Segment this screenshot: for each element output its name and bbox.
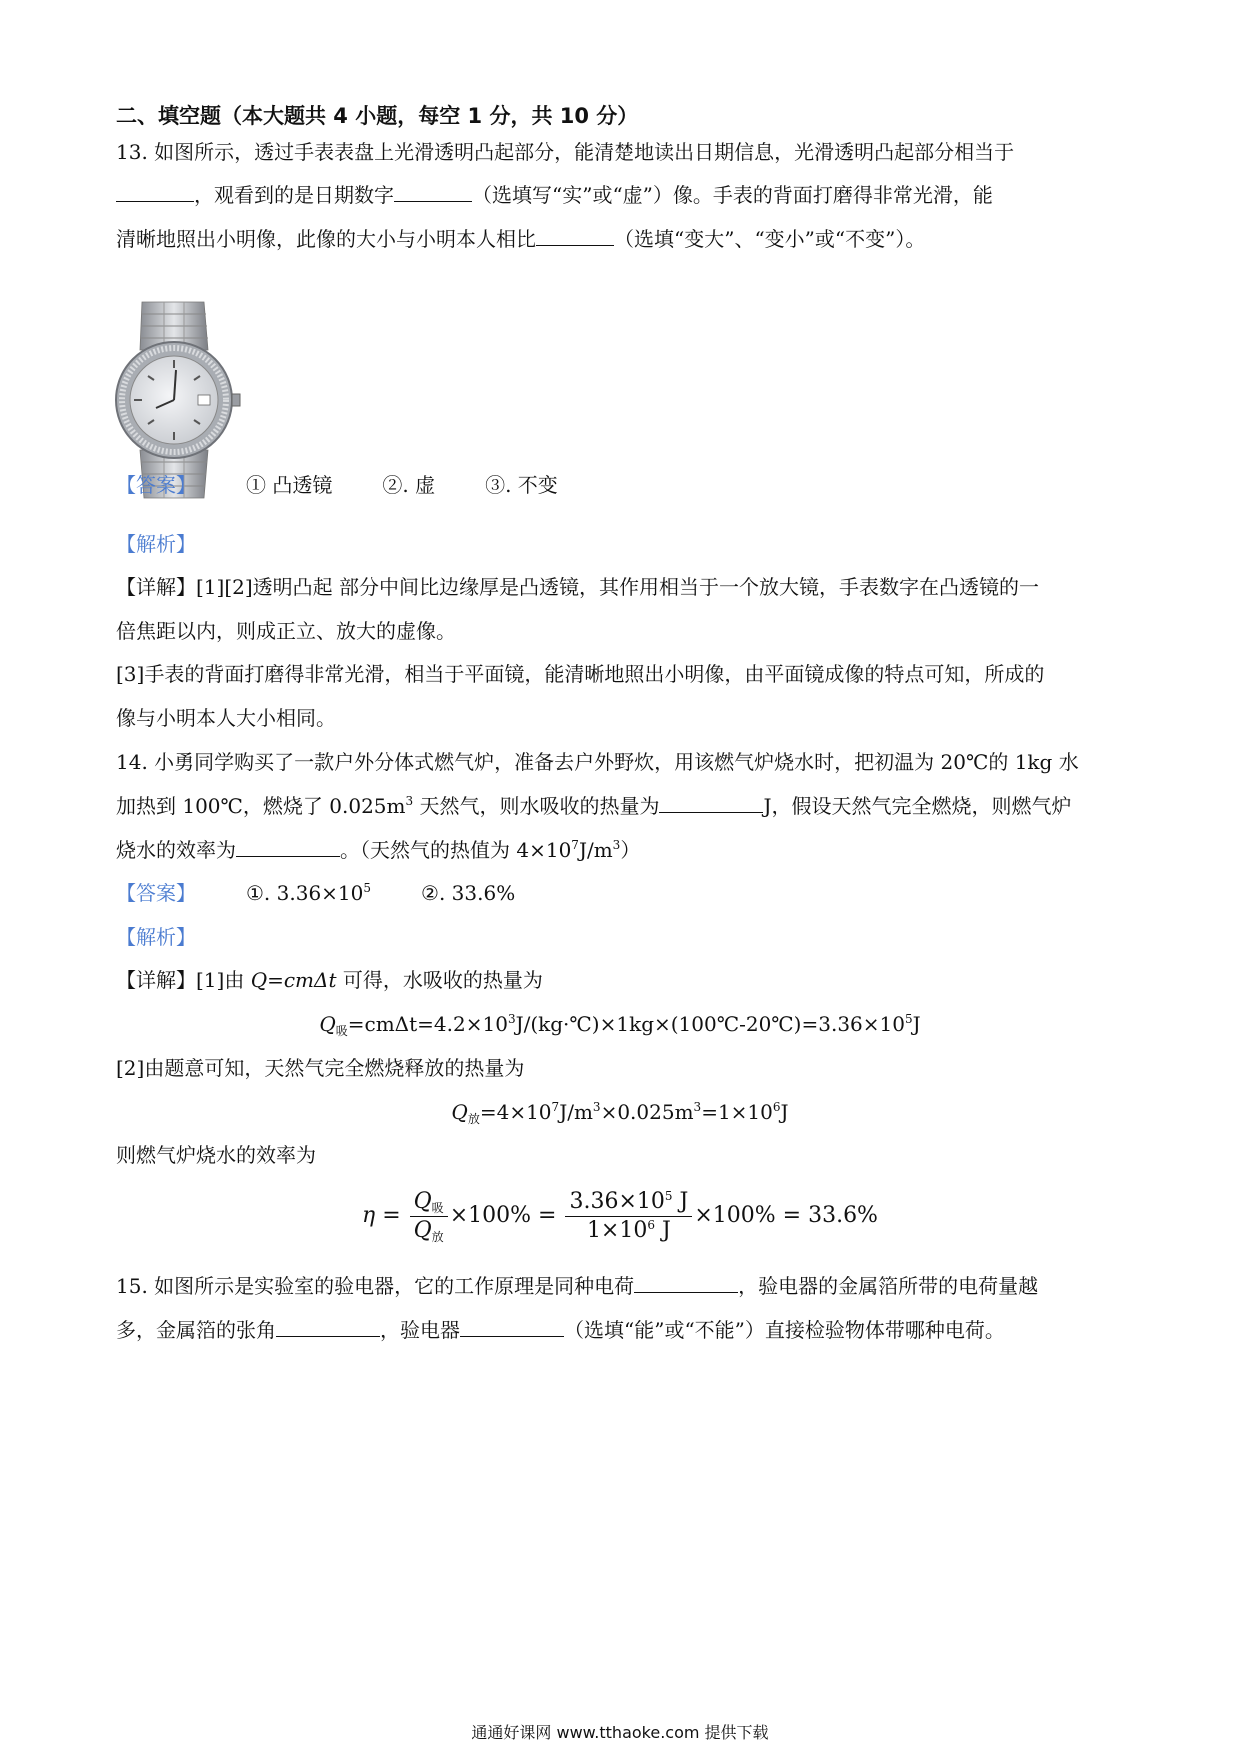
q13-line-3-text-a: 清晰地照出小明像，此像的大小与小明本人相比 <box>116 227 536 251</box>
eq2-text-e: J <box>780 1100 789 1124</box>
q13-line-2-text-a: ，观看到的是日期数字 <box>194 183 394 207</box>
q13-blank-3 <box>536 225 614 246</box>
eq2-sub: 放 <box>467 1112 480 1126</box>
q14-detail-1-text-a: [1]由 <box>196 968 251 992</box>
q14-line-2-text-a: 加热到 100℃，燃烧了 0.025m <box>116 794 406 818</box>
fraction-joules-numerator <box>565 1188 692 1217</box>
q14-line-3-text-b: 。（天然气的热值为 4×10 <box>340 838 572 862</box>
fraction-joules <box>565 1188 692 1245</box>
eq3-num2-b: J <box>672 1188 689 1214</box>
eq2-q: Q <box>451 1100 468 1124</box>
eq2-sup-2: 3 <box>592 1100 601 1114</box>
q13-line-2-text-b: （选填写“实”或“虚”）像。手表的背面打磨得非常光滑，能 <box>472 183 993 207</box>
q15-blank-1 <box>634 1272 738 1293</box>
heat-formula: Q=cmΔt <box>250 968 337 992</box>
detail-tag: 【详解】 <box>116 968 196 992</box>
eq3-den2-b: J <box>655 1217 671 1243</box>
eq2-sup-3: 3 <box>693 1100 702 1114</box>
q14-answer-1-sup: 5 <box>363 881 372 895</box>
eq1-sup-2: 5 <box>904 1012 913 1026</box>
eq1-text-a: =cmΔt=4.2×10 <box>347 1012 508 1036</box>
q13-line-2 <box>116 181 993 209</box>
q13-answer-1: ① 凸透镜 <box>246 473 333 497</box>
q14-answer-1-text: ①. 3.36×10 <box>246 881 364 905</box>
q14-answer <box>116 879 515 907</box>
eq2-text-c: ×0.025m <box>600 1100 694 1124</box>
q15-line-2-text-b: ，验电器 <box>380 1318 460 1342</box>
page-footer: 通通好课网 www.tthaoke.com 提供下载 <box>471 1723 769 1742</box>
q13-blank-2 <box>394 181 472 202</box>
q13-detail-2: 倍焦距以内，则成正立、放大的虚像。 <box>116 619 456 643</box>
q13-detail-3: [3]手表的背面打磨得非常光滑，相当于平面镜，能清晰地照出小明像，由平面镜成像的特点可知，所成的 <box>116 662 1045 686</box>
q15-line-2-text-c: （选填“能”或“不能”）直接检验物体带哪种电荷。 <box>564 1318 1005 1342</box>
q15-line-2-text-a: 多，金属箔的张角 <box>116 1318 276 1342</box>
q14-blank-2 <box>236 836 340 857</box>
eq3-num2-sup: 5 <box>664 1188 673 1203</box>
q14-line-1: 14. 小勇同学购买了一款户外分体式燃气炉，准备去户外野炊，用该燃气炉烧水时，把初温为 20℃的 1kg 水 <box>116 750 1079 774</box>
q13-line-1: 13. 如图所示，透过手表表盘上光滑透明凸起部分，能清楚地读出日期信息，光滑透明凸起部分相当于 <box>116 140 1015 164</box>
eq3-eta: η = <box>362 1203 401 1228</box>
answer-tag: 【答案】 <box>116 881 196 905</box>
eq3-den2-sup: 6 <box>647 1217 656 1232</box>
q14-line-2-text-b: 天然气，则水吸收的热量为 <box>413 794 660 818</box>
q13-answer-2: ②. 虚 <box>382 473 436 497</box>
q15-line-1-text-a: 15. 如图所示是实验室的验电器，它的工作原理是同种电荷 <box>116 1274 635 1298</box>
fraction-q-ratio-denominator <box>410 1217 448 1245</box>
equation-efficiency <box>0 1186 1240 1246</box>
q13-line-3 <box>116 225 925 253</box>
section-title: 二、填空题（本大题共 4 小题，每空 1 分，共 10 分） <box>116 104 639 128</box>
q15-line-2 <box>116 1316 1005 1344</box>
fraction-q-ratio-numerator <box>410 1188 448 1217</box>
q15-blank-2 <box>276 1316 380 1337</box>
q15-blank-3 <box>460 1316 564 1337</box>
q14-line-2-sup: 3 <box>405 794 414 808</box>
eq2-text-a: =4×10 <box>479 1100 552 1124</box>
q13-analysis-tag: 【解析】 <box>116 532 196 556</box>
fraction-q-ratio <box>410 1188 448 1245</box>
q14-detail-1-text-b: 可得，水吸收的热量为 <box>336 968 543 992</box>
q14-line-3-text-d: ） <box>620 838 641 862</box>
eq3-num-sub: 吸 <box>431 1200 444 1215</box>
q14-line-3-text-a: 烧水的效率为 <box>116 838 236 862</box>
eq3-num-q: Q <box>413 1188 432 1214</box>
answer-tag: 【答案】 <box>116 473 196 497</box>
q15-line-1-text-b: ，验电器的金属箔所带的电荷量越 <box>738 1274 1039 1298</box>
q14-detail-3: 则燃气炉烧水的效率为 <box>116 1143 316 1167</box>
q14-line-2 <box>116 792 1072 820</box>
q14-blank-1 <box>659 792 763 813</box>
eq2-text-d: =1×10 <box>701 1100 773 1124</box>
q14-line-2-text-c: J，假设天然气完全燃烧，则燃气炉 <box>763 794 1072 818</box>
q13-detail-1-text: [1][2]透明凸起 部分中间比边缘厚是凸透镜，其作用相当于一个放大镜，手表数字在凸透镜的一 <box>196 575 1040 599</box>
eq2-sup-4: 6 <box>772 1100 781 1114</box>
q14-line-3-sup-2: 3 <box>612 838 621 852</box>
q14-line-3-text-c: J/m <box>578 838 613 862</box>
wristwatch-image <box>112 300 242 500</box>
eq3-den-sub: 放 <box>431 1229 444 1244</box>
equation-heat-released <box>0 1098 1240 1126</box>
eq2-sup-1: 7 <box>551 1100 560 1114</box>
eq2-text-b: J/m <box>559 1100 593 1124</box>
q14-line-3-sup-1: 7 <box>571 838 579 852</box>
eq1-sup-1: 3 <box>507 1012 516 1026</box>
eq3-num2-a: 3.36×10 <box>569 1188 665 1214</box>
eq3-mid: ×100% = <box>449 1203 557 1228</box>
q13-blank-1 <box>116 181 194 202</box>
q13-answer <box>116 471 558 499</box>
fraction-joules-denominator <box>565 1217 692 1245</box>
eq1-text-c: J <box>912 1012 921 1036</box>
q14-analysis-tag: 【解析】 <box>116 925 196 949</box>
eq1-text-b: J/(kg·℃)×1kg×(100℃-20℃)=3.36×10 <box>515 1012 905 1036</box>
q14-answer-2: ②. 33.6% <box>421 881 516 905</box>
q13-detail-1 <box>116 573 1039 601</box>
q14-answer-1 <box>246 879 371 907</box>
q14-detail-1 <box>116 966 543 994</box>
eq1-sub: 吸 <box>335 1024 348 1038</box>
detail-tag: 【详解】 <box>116 575 196 599</box>
q13-line-3-text-b: （选填“变大”、“变小”或“不变”）。 <box>614 227 926 251</box>
eq3-den-q: Q <box>413 1217 432 1243</box>
q13-answer-3: ③. 不变 <box>485 473 558 497</box>
q14-detail-2: [2]由题意可知，天然气完全燃烧释放的热量为 <box>116 1056 525 1080</box>
eq1-q: Q <box>319 1012 336 1036</box>
q15-line-1 <box>116 1272 1038 1300</box>
eq3-den2-a: 1×10 <box>586 1217 648 1243</box>
equation-heat-absorbed <box>0 1010 1240 1038</box>
q14-line-3 <box>116 836 640 864</box>
eq3-end: ×100% = 33.6% <box>694 1203 878 1228</box>
q13-detail-4: 像与小明本人大小相同。 <box>116 706 336 730</box>
